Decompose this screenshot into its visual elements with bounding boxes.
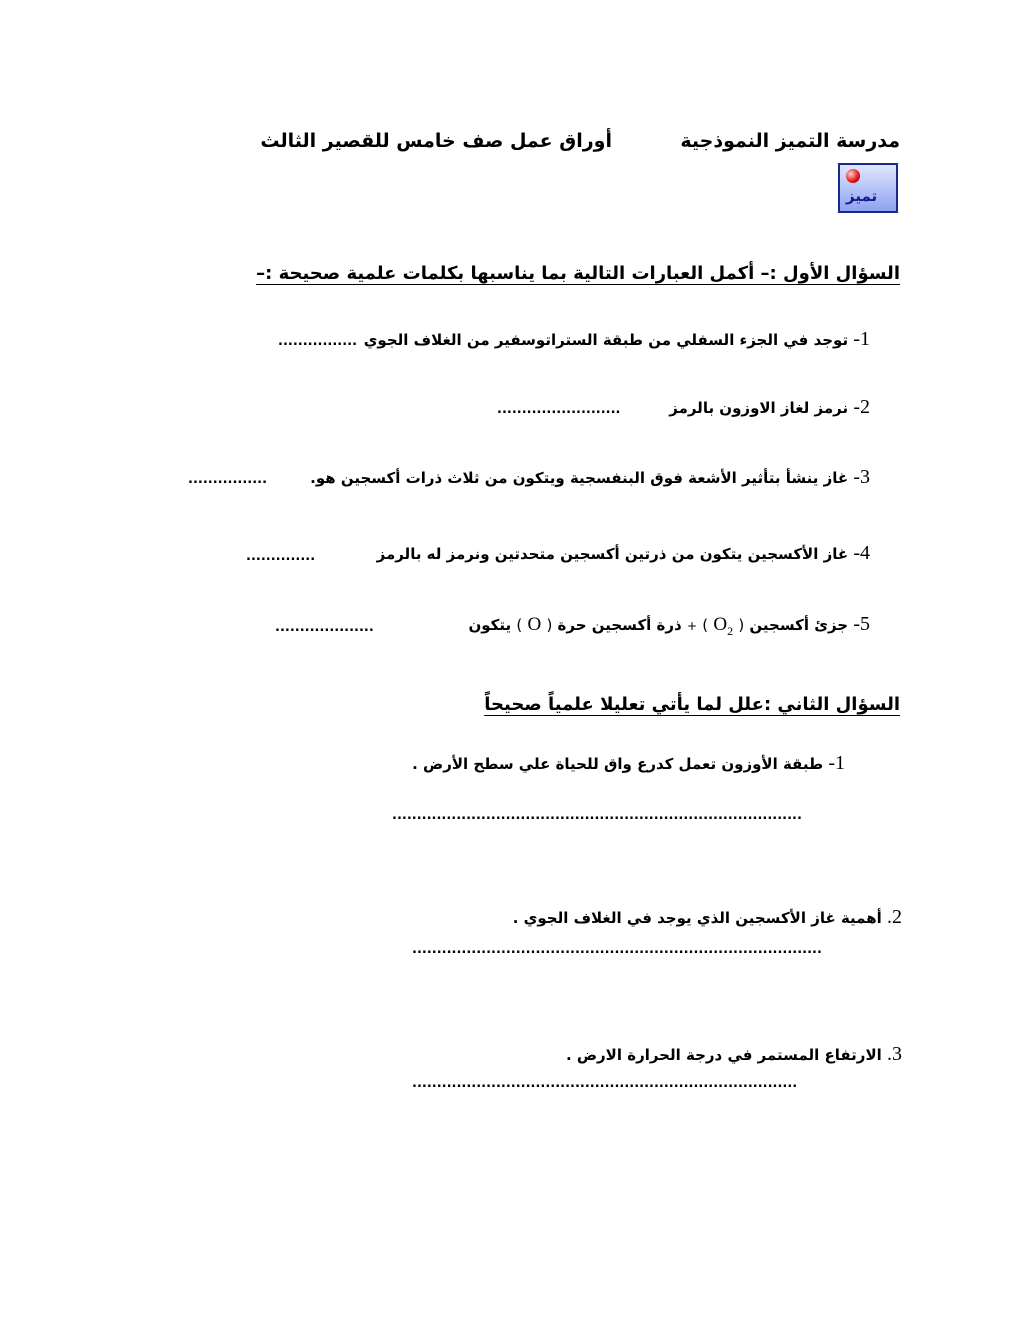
q1-heading: السؤال الأول :– أكمل العبارات التالية بما يناسبها بكلمات علمية صحيحة :– [256,263,900,284]
q2-item-1-num: 1- [828,752,845,774]
q2-item-3-text: الارتفاع المستمر في درجة الحرارة الارض . [565,1046,882,1064]
q1-item-4-text: غاز الأكسجين يتكون من ذرتين أكسجين متحدتين ونرمز له بالرمز [376,545,849,563]
logo-ball-icon [846,169,860,183]
logo-glyph: تميز [846,187,878,205]
q2-item-3-answer[interactable]: .............................................................................. [412,1076,798,1091]
q1-item-5-num: 5- [853,613,870,635]
q2-item-2 [513,906,902,929]
q1-item-1-num: 1- [853,328,870,350]
q2-item-1-text: طبقة الأوزون تعمل كدرع واق للحياة علي سطح الأرض . [412,755,824,773]
q1-item-1 [364,328,870,351]
q1-item-1-text: توجد في الجزء السفلي من طبقة الستراتوسفير من الغلاف الجوي [363,331,849,349]
q2-item-1 [412,752,845,775]
q1-item-2-blank[interactable]: ......................... [497,402,621,417]
q2-item-1-answer[interactable]: ................................................................................... [392,808,802,823]
q2-item-3-num: 3. [887,1043,902,1065]
q1-item-5-part-a: جزئ أكسجين [749,616,849,634]
q1-item-4 [377,542,870,565]
worksheet-title: أوراق عمل صف خامس للقصير الثالث [260,130,612,152]
plus-sign: + [686,619,698,633]
q1-item-3-text: غاز ينشأ بتأثير الأشعة فوق البنفسجية ويتكون من ثلاث ذرات أكسجين هو. [310,469,849,487]
school-name: مدرسة التميز النموذجية [680,130,900,152]
q1-item-5-part-b: ذرة أكسجين حرة [557,616,682,634]
q1-item-2-text: نرمز لغاز الاوزون بالرمز [669,399,849,417]
q2-item-2-text: أهمية غاز الأكسجين الذي يوجد في الغلاف الجوي . [512,909,882,927]
q1-item-2-num: 2- [853,396,870,418]
q1-item-2 [669,396,870,419]
q2-item-2-answer[interactable]: ................................................................................... [412,942,822,957]
q1-item-3-blank[interactable]: ................ [188,472,268,487]
q1-item-5-part-c: يتكون [468,616,512,634]
q2-heading: السؤال الثاني :علل لما يأتي تعليلا علمياً صحيحاً [484,694,900,715]
formula-o2: $O_2$ [713,614,734,638]
formula-o: O [527,614,542,635]
q2-item-3 [566,1043,902,1066]
school-logo-icon [838,163,898,213]
q1-item-3 [310,466,870,489]
q1-item-3-num: 3- [853,466,870,488]
q1-item-4-blank[interactable]: .............. [246,549,316,564]
q1-item-4-num: 4- [853,542,870,564]
q1-item-5-blank[interactable]: .................... [275,620,374,635]
q1-item-1-blank[interactable]: ................ [278,334,358,349]
q2-item-2-num: 2. [887,906,902,928]
q1-item-5: 5- جزئ أكسجين ( $O_2$ ) + ذرة أكسجين حرة ( O ) يتكون [468,613,870,638]
